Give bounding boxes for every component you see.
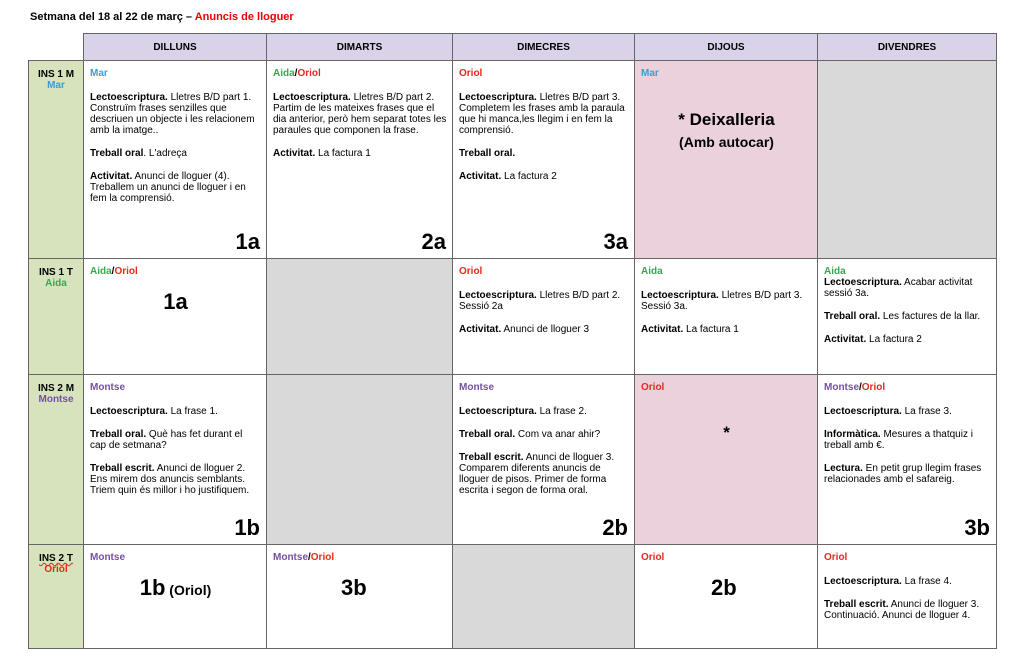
- cell-thu-ins2t: Oriol 2b: [635, 545, 818, 649]
- cell-wed-ins1m: Oriol Lectoescriptura. Lletres B/D part 3. Completem les frases amb la paraula que hi manca,les llegim i en fem la comprensió. Treball oral. Activitat. La factura 2 3a: [453, 61, 635, 259]
- group-label: 3b: [341, 575, 367, 600]
- cell-thu-ins1t: Aida Lectoescriptura. Lletres B/D part 3. Sessió 3a. Activitat. La factura 1: [635, 259, 818, 375]
- day-header-monday: DILLUNS: [84, 34, 267, 61]
- row-header: INS 2 M Montse: [29, 375, 84, 545]
- deixalleria-label: * Deixalleria: [678, 110, 775, 129]
- cell-wed-ins1t: Oriol Lectoescriptura. Lletres B/D part 2. Sessió 2a Activitat. Anunci de lloguer 3: [453, 259, 635, 375]
- row-header: INS 2 T Oriol: [29, 545, 84, 649]
- cell-mon-ins2m: Montse Lectoescriptura. La frase 1. Treball oral. Què has fet durant el cap de setmana? Treball escrit. Anunci de lloguer 2. Ens mirem dos anuncis semblants. Triem quin és millor i ho justifiquem. 1b: [84, 375, 267, 545]
- group-label: 2b: [602, 515, 628, 540]
- table-row: [29, 375, 997, 545]
- day-header-thursday: DIJOUS: [635, 34, 818, 61]
- day-header-friday: DIVENDRES: [818, 34, 997, 61]
- cell-mon-ins1t: Aida/Oriol 1a: [84, 259, 267, 375]
- table-row: [29, 259, 997, 375]
- corner-cell: [29, 34, 84, 61]
- cell-tue-ins1m: Aida/Oriol Lectoescriptura. Lletres B/D part 2. Partim de les mateixes frases que el dia anterior, però hem separat totes les paraules que componen la frase. Activitat. La factura 1 2a: [267, 61, 453, 259]
- day-header-tuesday: DIMARTS: [267, 34, 453, 61]
- cell-fri-ins2m: Montse/Oriol Lectoescriptura. La frase 3. Informàtica. Mesures a thatquiz i treball amb €. Lectura. En petit grup llegim frases relacionades amb el safareig. 3b: [818, 375, 997, 545]
- cell-mon-ins1m: Mar Lectoescriptura. Lletres B/D part 1. Construïm frases senzilles que descriuen un objecte i les relacionem amb la imatge.. Treball oral. L'adreça Activitat. Anunci de lloguer (4). Treballem un anunci de lloguer i en fem la comprensió. 1a: [84, 61, 267, 259]
- cell-mon-ins2t: Montse 1b (Oriol): [84, 545, 267, 649]
- cell-fri-ins1m-empty: [818, 61, 997, 259]
- cell-tue-ins2m-empty: [267, 375, 453, 545]
- group-label: 1b: [234, 515, 260, 540]
- group-label: 3b: [964, 515, 990, 540]
- cell-thu-ins1m: Mar * Deixalleria (Amb autocar): [635, 61, 818, 259]
- cell-tue-ins2t: Montse/Oriol 3b: [267, 545, 453, 649]
- page-title: Setmana del 18 al 22 de març – Anuncis de lloguer: [30, 11, 294, 23]
- table-row: [29, 61, 997, 259]
- row-header: INS 1 M Mar: [29, 61, 84, 259]
- cell-thu-ins2m: Oriol *: [635, 375, 818, 545]
- day-header-wednesday: DIMECRES: [453, 34, 635, 61]
- group-label: 3a: [603, 229, 628, 254]
- group-label: 2b: [711, 575, 737, 600]
- cell-wed-ins2m: Montse Lectoescriptura. La frase 2. Treball oral. Com va anar ahir? Treball escrit. Anunci de lloguer 3. Comparem diferents anuncis de lloguer de pisos. Primer de forma escrita i segon de forma oral. 2b: [453, 375, 635, 545]
- cell-fri-ins2t: Oriol Lectoescriptura. La frase 4. Treball escrit. Anunci de lloguer 3. Continuació. Anunci de lloguer 4.: [818, 545, 997, 649]
- group-label: 1a: [163, 289, 188, 314]
- group-label: 1a: [235, 229, 260, 254]
- cell-fri-ins1t: Aida Lectoescriptura. Acabar activitat sessió 3a. Treball oral. Les factures de la llar. Activitat. La factura 2: [818, 259, 997, 375]
- teacher-label: Mar: [90, 68, 108, 79]
- cell-wed-ins2t-empty: [453, 545, 635, 649]
- row-header: INS 1 T Aida: [29, 259, 84, 375]
- schedule-table: [28, 33, 997, 649]
- group-label: 2a: [421, 229, 446, 254]
- table-row: [29, 545, 997, 649]
- group-label: 1b: [139, 575, 166, 600]
- cell-tue-ins1t-empty: [267, 259, 453, 375]
- asterisk-mark: *: [723, 423, 730, 442]
- title-highlight: Anuncis de lloguer: [194, 11, 294, 23]
- header-row: [29, 34, 997, 61]
